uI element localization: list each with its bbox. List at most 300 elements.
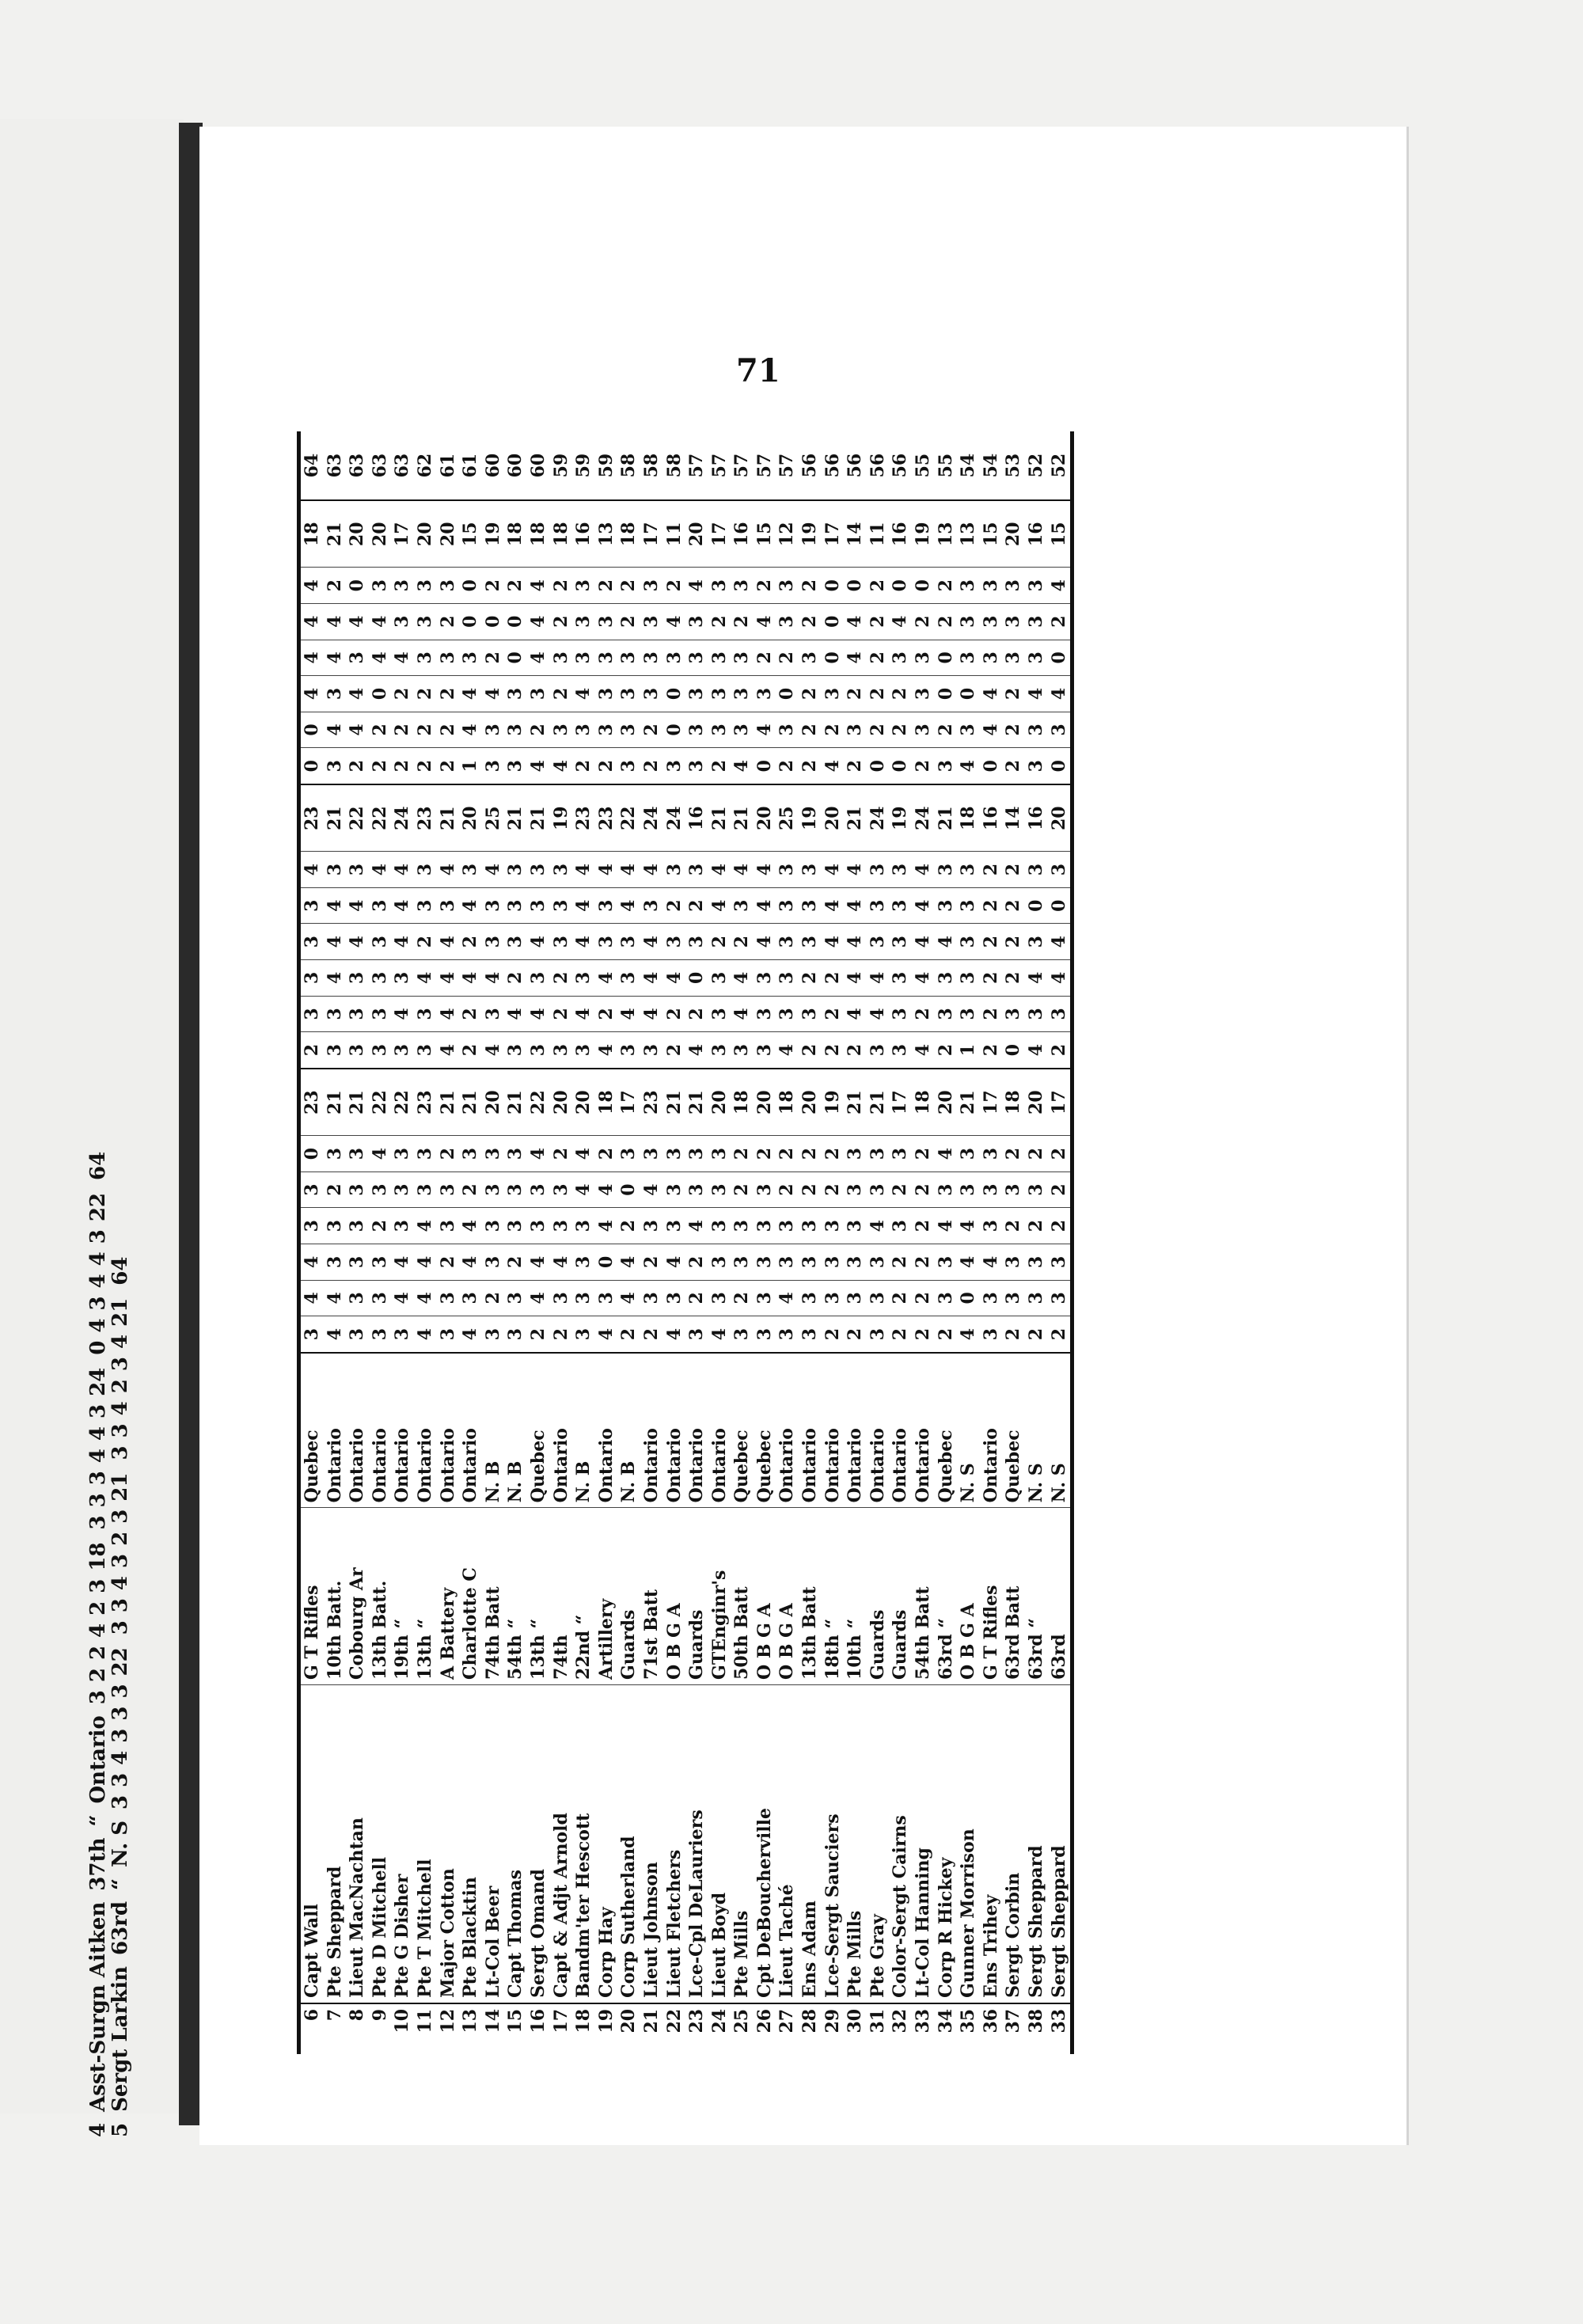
range-total: 21 <box>437 1069 460 1136</box>
row-number: 6 <box>299 2003 324 2054</box>
shot-score: 3 <box>108 1772 132 1787</box>
shot-score: 4 <box>844 996 867 1032</box>
shot-score: 3 <box>369 1244 392 1280</box>
shot-score: 3 <box>957 1136 980 1172</box>
shot-score: 3 <box>595 603 618 640</box>
range-total: 19 <box>912 500 935 568</box>
shot-score: 3 <box>867 1032 890 1069</box>
shot-score: 3 <box>822 676 845 712</box>
shot-score: 3 <box>776 1208 799 1244</box>
shot-score: 3 <box>799 1244 822 1280</box>
shot-score: 3 <box>957 640 980 676</box>
shot-score: 4 <box>617 996 640 1032</box>
score-table <box>297 431 1074 2054</box>
left-table-row <box>109 1187 131 2137</box>
table-row <box>414 431 437 2054</box>
competitor-name: Sergt Corbin <box>1002 1684 1025 2003</box>
range-total: 15 <box>980 500 1003 568</box>
shot-score: 1 <box>459 748 482 784</box>
competitor-name: Gunner Morrison <box>957 1684 980 2003</box>
grand-total: 63 <box>324 453 345 478</box>
shot-score: 3 <box>776 712 799 748</box>
shot-score: 3 <box>414 568 437 604</box>
shot-score: 3 <box>640 640 663 676</box>
range-total: 16 <box>1025 500 1048 568</box>
range-total: 22 <box>346 784 369 852</box>
grand-total: 58 <box>663 453 685 478</box>
row-number: 18 <box>572 2003 595 2054</box>
shot-score: 3 <box>108 1423 132 1438</box>
shot-score: 2 <box>108 1531 132 1546</box>
shot-score: 4 <box>550 748 573 784</box>
range-total: 21 <box>346 1069 369 1136</box>
grand-total: 61 <box>460 453 481 478</box>
range-total: 24 <box>663 784 686 852</box>
shot-score: 3 <box>844 1136 867 1172</box>
shot-score: 3 <box>299 996 324 1032</box>
shot-score: 2 <box>550 603 573 640</box>
row-number: 14 <box>482 2003 505 2054</box>
shot-score: 3 <box>391 1032 414 1069</box>
shot-score: 3 <box>299 924 324 960</box>
shot-score: 2 <box>867 640 890 676</box>
shot-score: 4 <box>299 568 324 604</box>
shot-score: 3 <box>1048 852 1072 888</box>
province: Ontario <box>640 1353 663 1508</box>
row-number: 12 <box>437 2003 460 2054</box>
shot-score: 3 <box>572 1280 595 1316</box>
shot-score: 3 <box>617 640 640 676</box>
row-number: 10 <box>391 2003 414 2054</box>
shot-score: 2 <box>685 1244 708 1280</box>
shot-score: 0 <box>754 748 776 784</box>
shot-score: 3 <box>1025 603 1048 640</box>
shot-score: 2 <box>437 748 460 784</box>
province: Ontario <box>391 1353 414 1508</box>
corps-name: 63rd “ <box>935 1508 958 1685</box>
shot-score: 4 <box>572 852 595 888</box>
range-total: 22 <box>369 1069 392 1136</box>
range-total: 16 <box>731 500 754 568</box>
shot-score: 3 <box>550 1032 573 1069</box>
row-number: 7 <box>324 2003 347 2054</box>
shot-score: 4 <box>437 852 460 888</box>
shot-score: 3 <box>867 852 890 888</box>
shot-score: 2 <box>1002 924 1025 960</box>
shot-score: 0 <box>1025 887 1048 924</box>
shot-score: 2 <box>754 640 776 676</box>
range-total: 20 <box>346 500 369 568</box>
range-total: 16 <box>685 784 708 852</box>
shot-score: 4 <box>299 676 324 712</box>
shot-score: 2 <box>1048 1316 1072 1353</box>
shot-score: 4 <box>844 924 867 960</box>
shot-score: 4 <box>369 852 392 888</box>
shot-score: 4 <box>527 924 550 960</box>
shot-score: 4 <box>663 960 686 997</box>
shot-score: 2 <box>414 924 437 960</box>
corps-name: O B G A <box>957 1508 980 1685</box>
shot-score: 0 <box>889 748 912 784</box>
shot-score: 2 <box>459 1171 482 1208</box>
shot-score: 0 <box>663 676 686 712</box>
shot-score: 2 <box>414 712 437 748</box>
shot-score: 4 <box>346 924 369 960</box>
range-total: 22 <box>527 1069 550 1136</box>
shot-score: 2 <box>1002 676 1025 712</box>
range-total: 21 <box>504 784 527 852</box>
shot-score: 0 <box>1048 748 1072 784</box>
grand-total: 61 <box>437 453 458 478</box>
shot-score: 3 <box>663 1208 686 1244</box>
row-number: 35 <box>957 2003 980 2054</box>
shot-score: 2 <box>108 1379 132 1394</box>
competitor-name: Sergt Sheppard <box>1025 1684 1048 2003</box>
shot-score: 0 <box>957 1280 980 1316</box>
shot-score: 4 <box>346 603 369 640</box>
range-total: 20 <box>572 1069 595 1136</box>
competitor-name: Pte Blacktin <box>459 1684 482 2003</box>
shot-score: 2 <box>867 712 890 748</box>
corps-name: 13th “ <box>527 1508 550 1685</box>
range-total: 23 <box>572 784 595 852</box>
shot-score: 4 <box>957 748 980 784</box>
shot-score: 2 <box>1002 1136 1025 1172</box>
shot-score: 3 <box>731 1316 754 1353</box>
shot-score: 2 <box>912 1171 935 1208</box>
shot-score: 3 <box>504 1316 527 1353</box>
range-total: 24 <box>912 784 935 852</box>
page-number: 71 <box>736 352 780 389</box>
shot-score: 3 <box>822 1244 845 1280</box>
shot-score: 3 <box>799 1208 822 1244</box>
shot-score: 3 <box>391 603 414 640</box>
grand-total: 54 <box>980 453 1001 478</box>
range-total: 19 <box>889 784 912 852</box>
shot-score: 3 <box>617 712 640 748</box>
grand-total: 59 <box>550 453 571 478</box>
shot-score: 4 <box>459 960 482 997</box>
range-total: 19 <box>799 500 822 568</box>
shot-score: 3 <box>369 1280 392 1316</box>
grand-total: 57 <box>754 453 775 478</box>
shot-score: 3 <box>731 640 754 676</box>
shot-score: 3 <box>708 568 731 604</box>
shot-score: 3 <box>731 1032 754 1069</box>
shot-score: 3 <box>346 1171 369 1208</box>
range-total: 18 <box>1002 1069 1025 1136</box>
shot-score: 2 <box>572 748 595 784</box>
corps-name: 10th “ <box>844 1508 867 1685</box>
shot-score: 3 <box>754 1032 776 1069</box>
shot-score: 4 <box>414 1244 437 1280</box>
shot-score: 3 <box>369 996 392 1032</box>
shot-score: 0 <box>1048 640 1072 676</box>
shot-score: 4 <box>595 1171 618 1208</box>
shot-score: 4 <box>527 996 550 1032</box>
shot-score: 3 <box>504 924 527 960</box>
shot-score: 3 <box>685 1171 708 1208</box>
row-number: 38 <box>1025 2003 1048 2054</box>
competitor-name: Corp Hay <box>595 1684 618 2003</box>
competitor-name: Ens Trihey <box>980 1684 1003 2003</box>
range-total: 20 <box>799 1069 822 1136</box>
shot-score: 4 <box>776 1280 799 1316</box>
shot-score: 3 <box>459 852 482 888</box>
shot-score: 0 <box>776 676 799 712</box>
shot-score: 3 <box>1025 996 1048 1032</box>
grand-total: 55 <box>935 453 956 478</box>
table-row <box>822 431 845 2054</box>
corps-name: 22nd “ <box>572 1508 595 1685</box>
shot-score: 2 <box>889 1316 912 1353</box>
shot-score: 3 <box>572 1208 595 1244</box>
shot-score: 2 <box>935 568 958 604</box>
shot-score: 2 <box>640 748 663 784</box>
shot-score: 4 <box>980 676 1003 712</box>
corps-name: 50th Batt <box>731 1508 754 1685</box>
row-number: 11 <box>414 2003 437 2054</box>
shot-score: 4 <box>527 568 550 604</box>
table-row <box>912 431 935 2054</box>
shot-score: 4 <box>324 887 347 924</box>
shot-score: 0 <box>867 748 890 784</box>
competitor-name: Ens Adam <box>799 1684 822 2003</box>
shot-score: 3 <box>324 748 347 784</box>
shot-score: 2 <box>980 960 1003 997</box>
shot-score: 4 <box>844 640 867 676</box>
shot-score: 2 <box>1002 748 1025 784</box>
shot-score: 3 <box>708 1136 731 1172</box>
table-row <box>980 431 1003 2054</box>
shot-score: 4 <box>391 640 414 676</box>
shot-score: 3 <box>572 712 595 748</box>
province: Quebec <box>527 1353 550 1508</box>
shot-score: 4 <box>617 852 640 888</box>
shot-score: 2 <box>504 568 527 604</box>
shot-score: 4 <box>108 1334 132 1350</box>
province: Ontario <box>799 1353 822 1508</box>
province: Ontario <box>369 1353 392 1508</box>
shot-score: 2 <box>299 1032 324 1069</box>
range-total: 24 <box>391 784 414 852</box>
grand-total: 52 <box>1048 453 1069 478</box>
shot-score: 3 <box>391 1208 414 1244</box>
shot-score: 3 <box>935 887 958 924</box>
shot-score: 3 <box>572 1316 595 1353</box>
shot-score: 4 <box>572 676 595 712</box>
shot-score: 3 <box>663 1280 686 1316</box>
shot-score: 0 <box>822 640 845 676</box>
shot-score: 3 <box>1002 1171 1025 1208</box>
competitor-name: Lt-Col Beer <box>482 1684 505 2003</box>
row-number: 17 <box>550 2003 573 2054</box>
shot-score: 3 <box>86 1471 110 1486</box>
shot-score: 4 <box>822 748 845 784</box>
shot-score: 3 <box>1025 1280 1048 1316</box>
shot-score: 3 <box>912 676 935 712</box>
province: Ontario <box>844 1353 867 1508</box>
shot-score: 2 <box>822 1316 845 1353</box>
shot-score: 3 <box>108 1509 132 1524</box>
shot-score: 2 <box>867 568 890 604</box>
shot-score: 4 <box>1048 924 1072 960</box>
shot-score: 2 <box>731 1136 754 1172</box>
shot-score: 3 <box>482 748 505 784</box>
shot-score: 3 <box>957 1171 980 1208</box>
shot-score: 2 <box>527 1316 550 1353</box>
shot-score: 3 <box>640 676 663 712</box>
shot-score: 3 <box>437 640 460 676</box>
shot-score: 3 <box>299 960 324 997</box>
shot-score: 4 <box>391 887 414 924</box>
shot-score: 0 <box>504 640 527 676</box>
shot-score: 3 <box>957 852 980 888</box>
corps-name: 54th Batt <box>912 1508 935 1685</box>
shot-score: 2 <box>685 1280 708 1316</box>
table-row <box>369 431 392 2054</box>
shot-score: 0 <box>459 568 482 604</box>
range-total: 23 <box>640 1069 663 1136</box>
shot-score: 4 <box>391 1280 414 1316</box>
shot-score: 3 <box>640 603 663 640</box>
province: Ontario <box>86 1715 110 1804</box>
shot-score: 4 <box>957 1316 980 1353</box>
shot-score: 3 <box>957 924 980 960</box>
table-row <box>844 431 867 2054</box>
shot-score: 4 <box>482 1032 505 1069</box>
shot-score: 3 <box>504 676 527 712</box>
shot-score: 3 <box>867 924 890 960</box>
shot-score: 3 <box>844 1280 867 1316</box>
shot-score: 3 <box>822 1280 845 1316</box>
shot-score: 3 <box>459 1280 482 1316</box>
shot-score: 4 <box>957 1208 980 1244</box>
shot-score: 2 <box>822 996 845 1032</box>
shot-score: 2 <box>799 748 822 784</box>
shot-score: 3 <box>640 568 663 604</box>
shot-score: 3 <box>754 1316 776 1353</box>
shot-score: 3 <box>527 852 550 888</box>
shot-score: 2 <box>459 996 482 1032</box>
shot-score: 2 <box>731 1280 754 1316</box>
competitor-name: Lieut Johnson <box>640 1684 663 2003</box>
grand-total: 52 <box>1026 453 1046 478</box>
shot-score: 2 <box>822 960 845 997</box>
shot-score: 4 <box>391 852 414 888</box>
grand-total: 63 <box>369 453 390 478</box>
shot-score: 2 <box>912 1244 935 1280</box>
shot-score: 3 <box>1048 1244 1072 1280</box>
shot-score: 3 <box>776 960 799 997</box>
row-number: 33 <box>912 2003 935 2054</box>
shot-score: 2 <box>754 1136 776 1172</box>
corps-name: 13th “ <box>414 1508 437 1685</box>
range-total: 13 <box>595 500 618 568</box>
province: Ontario <box>912 1353 935 1508</box>
shot-score: 3 <box>617 1136 640 1172</box>
shot-score: 3 <box>346 1316 369 1353</box>
shot-score: 2 <box>550 960 573 997</box>
competitor-name: Sergt Omand <box>527 1684 550 2003</box>
corps-name: 13th Batt. <box>369 1508 392 1685</box>
shot-score: 3 <box>799 924 822 960</box>
row-number: 20 <box>617 2003 640 2054</box>
competitor-name: Pte T Mitchell <box>414 1684 437 2003</box>
shot-score: 3 <box>708 1171 731 1208</box>
corps-name: 63rd <box>1048 1508 1072 1685</box>
table-row <box>595 431 618 2054</box>
range-total: 20 <box>1048 784 1072 852</box>
shot-score: 0 <box>980 748 1003 784</box>
shot-score: 3 <box>708 1208 731 1244</box>
range-total: 21 <box>957 1069 980 1136</box>
shot-score: 4 <box>822 924 845 960</box>
province: Ontario <box>889 1353 912 1508</box>
table-row <box>299 431 324 2054</box>
shot-score: 3 <box>1002 996 1025 1032</box>
range-total: 17 <box>391 500 414 568</box>
shot-score: 3 <box>731 1208 754 1244</box>
row-number: 33 <box>1048 2003 1072 2054</box>
corps-name: Artillery <box>595 1508 618 1685</box>
shot-score: 4 <box>108 1401 132 1416</box>
shot-score: 3 <box>299 1208 324 1244</box>
shot-score: 2 <box>1002 1316 1025 1353</box>
shot-score: 3 <box>867 887 890 924</box>
grand-total: 54 <box>958 453 979 478</box>
shot-score: 4 <box>324 640 347 676</box>
grand-total: 57 <box>776 453 798 478</box>
table-row <box>799 431 822 2054</box>
shot-score: 4 <box>324 960 347 997</box>
competitor-name: Cpt DeBoucherville <box>754 1684 776 2003</box>
shot-score: 0 <box>299 748 324 784</box>
shot-score: 2 <box>799 1171 822 1208</box>
shot-score: 3 <box>324 996 347 1032</box>
corps-name: O B G A <box>776 1508 799 1685</box>
shot-score: 3 <box>1048 712 1072 748</box>
grand-total: 59 <box>595 453 617 478</box>
corps-name: 13th Batt <box>799 1508 822 1685</box>
range-total: 17 <box>1048 1069 1072 1136</box>
shot-score: 3 <box>1025 712 1048 748</box>
shot-score: 4 <box>1048 960 1072 997</box>
shot-score: 3 <box>708 640 731 676</box>
shot-score: 2 <box>731 924 754 960</box>
row-number: 32 <box>889 2003 912 2054</box>
shot-score: 3 <box>504 1280 527 1316</box>
shot-score: 4 <box>640 1171 663 1208</box>
shot-score: 3 <box>708 1244 731 1280</box>
table-row <box>776 431 799 2054</box>
range-total: 17 <box>980 1069 1003 1136</box>
competitor-name: Lce-Cpl DeLauriers <box>685 1684 708 2003</box>
province: Quebec <box>731 1353 754 1508</box>
corps-name: Cobourg Ar <box>346 1508 369 1685</box>
shot-score: 4 <box>595 960 618 997</box>
shot-score: 2 <box>1002 712 1025 748</box>
shot-score: 2 <box>889 1171 912 1208</box>
shot-score: 4 <box>663 603 686 640</box>
corps-name: 74th Batt <box>482 1508 505 1685</box>
shot-score: 4 <box>844 887 867 924</box>
range-total: 20 <box>482 1069 505 1136</box>
shot-score: 3 <box>369 1316 392 1353</box>
shot-score: 3 <box>550 1208 573 1244</box>
competitor-name: Pte Sheppard <box>324 1684 347 2003</box>
shot-score: 3 <box>731 1244 754 1280</box>
